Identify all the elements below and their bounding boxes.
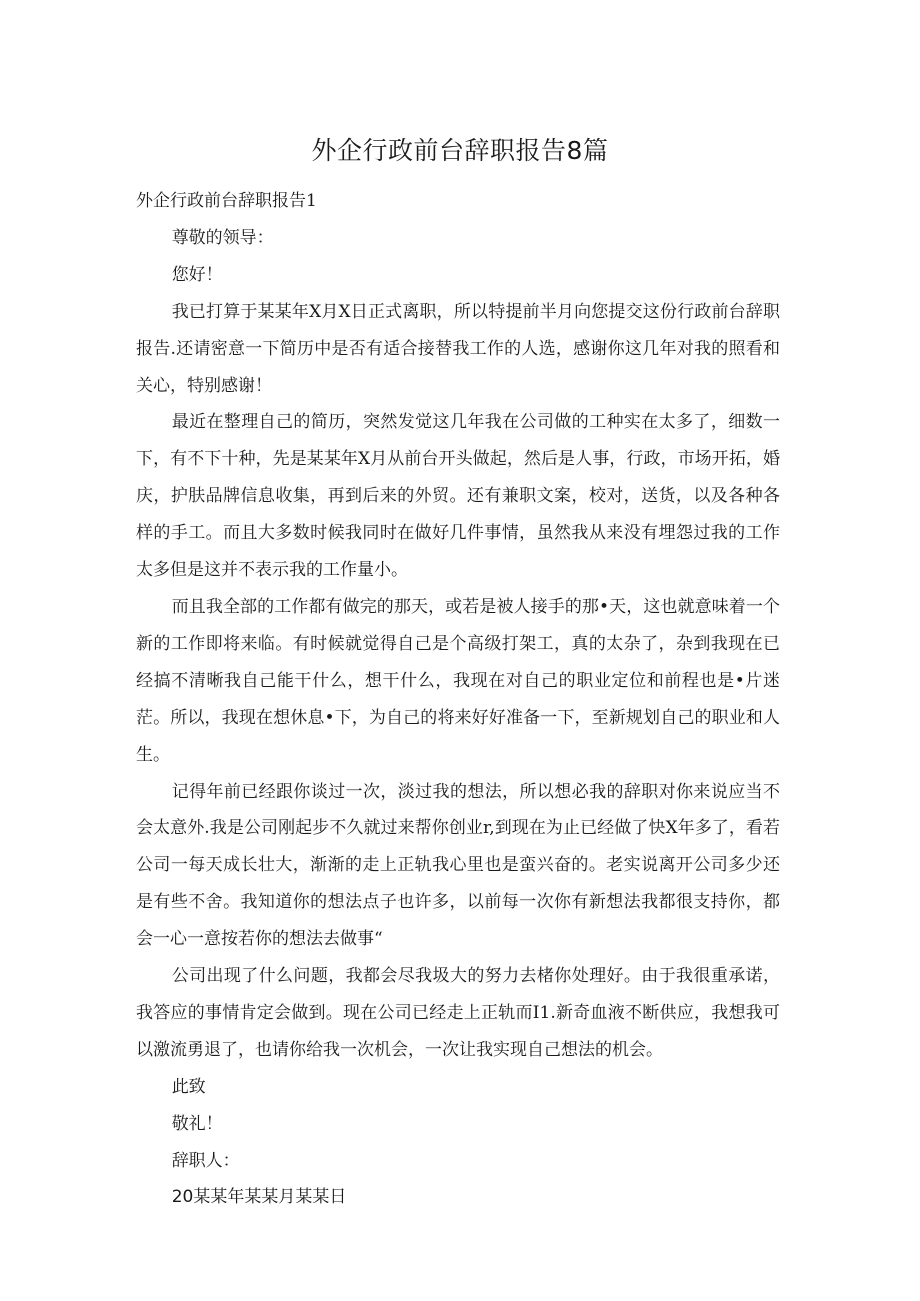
date-line: 20某某年某某月某某日 — [171, 1187, 347, 1208]
closing-line-1: 此致 — [171, 1076, 206, 1097]
paragraph-5: 公司出现了什么问题，我都会尽我圾大的努力去楮你处理好。由于我很重承诺，我答应的事情肯定会做到。现在公司已经走上正轨而I1.新奇血液不断供应，我想我可以激流勇退了，也请你给我一次机会，一次让我实现自己想法的机会。 — [136, 966, 780, 1060]
paragraph-1: 我已打算于某某年X月X日正式离职，所以特提前半月向您提交这份行政前台辞职报告.还请密意一下简历中是否有适合接替我工作的人选，感谢你这几年对我的照看和关心，特别感谢！ — [136, 301, 780, 396]
paragraph-3: 而且我全部的工作都有做完的那天，或若是被人接手的那•天，这也就意味着一个新的工作即将来临。有时候就觉得自己是个高级打架工，真的太杂了，杂到我现在已经搞不清晰我自己能干什么，想干什么，我现在对自己的职业定位和前程也是•片迷茫。所以，我现在想休息•下，为自己的将来好好准备一下，至新规划自己的职业和人生。 — [136, 596, 780, 765]
paragraph-4: 记得年前已经跟你谈过一次，淡过我的想法，所以想必我的辞职对你来说应当不会太意外.我是公司刚起步不久就过来帮你创业r,到现在为止已经做了快X年多了，看若公司一每天成长壮大，渐渐的走上正轨我心里也是蛮兴奋的。老实说离开公司多少还是有些不舍。我知道你的想法点子也许多，以前每一次你有新想法我都很支持你，都会一心一意按若你的想法去做事“ — [136, 781, 780, 950]
document-body — [136, 183, 780, 1216]
greeting: 您好！ — [171, 264, 223, 285]
signature-line: 辞职人： — [171, 1150, 240, 1171]
salutation: 尊敬的领导： — [171, 227, 274, 248]
section-title: 外企行政前台辞职报告1 — [136, 191, 317, 211]
document-title: 外企行政前台辞职报告8篇 — [311, 136, 609, 165]
paragraph-2: 最近在整理自己的简历，突然发觉这几年我在公司做的工种实在太多了，细数一下，有不下十种，先是某某年X月从前台开头做起，然后是人事，行政，市场开拓，婚庆，护肤品牌信息收集，再到后来的外贸。还有兼职文案，校对，送货，以及各种各样的手工。而且大多数时候我同时在做好几件事情，虽然我从来没有埋怨过我的工作太多但是这并不表示我的工作量小。 — [136, 412, 780, 581]
closing-line-2: 敬礼！ — [171, 1113, 223, 1134]
